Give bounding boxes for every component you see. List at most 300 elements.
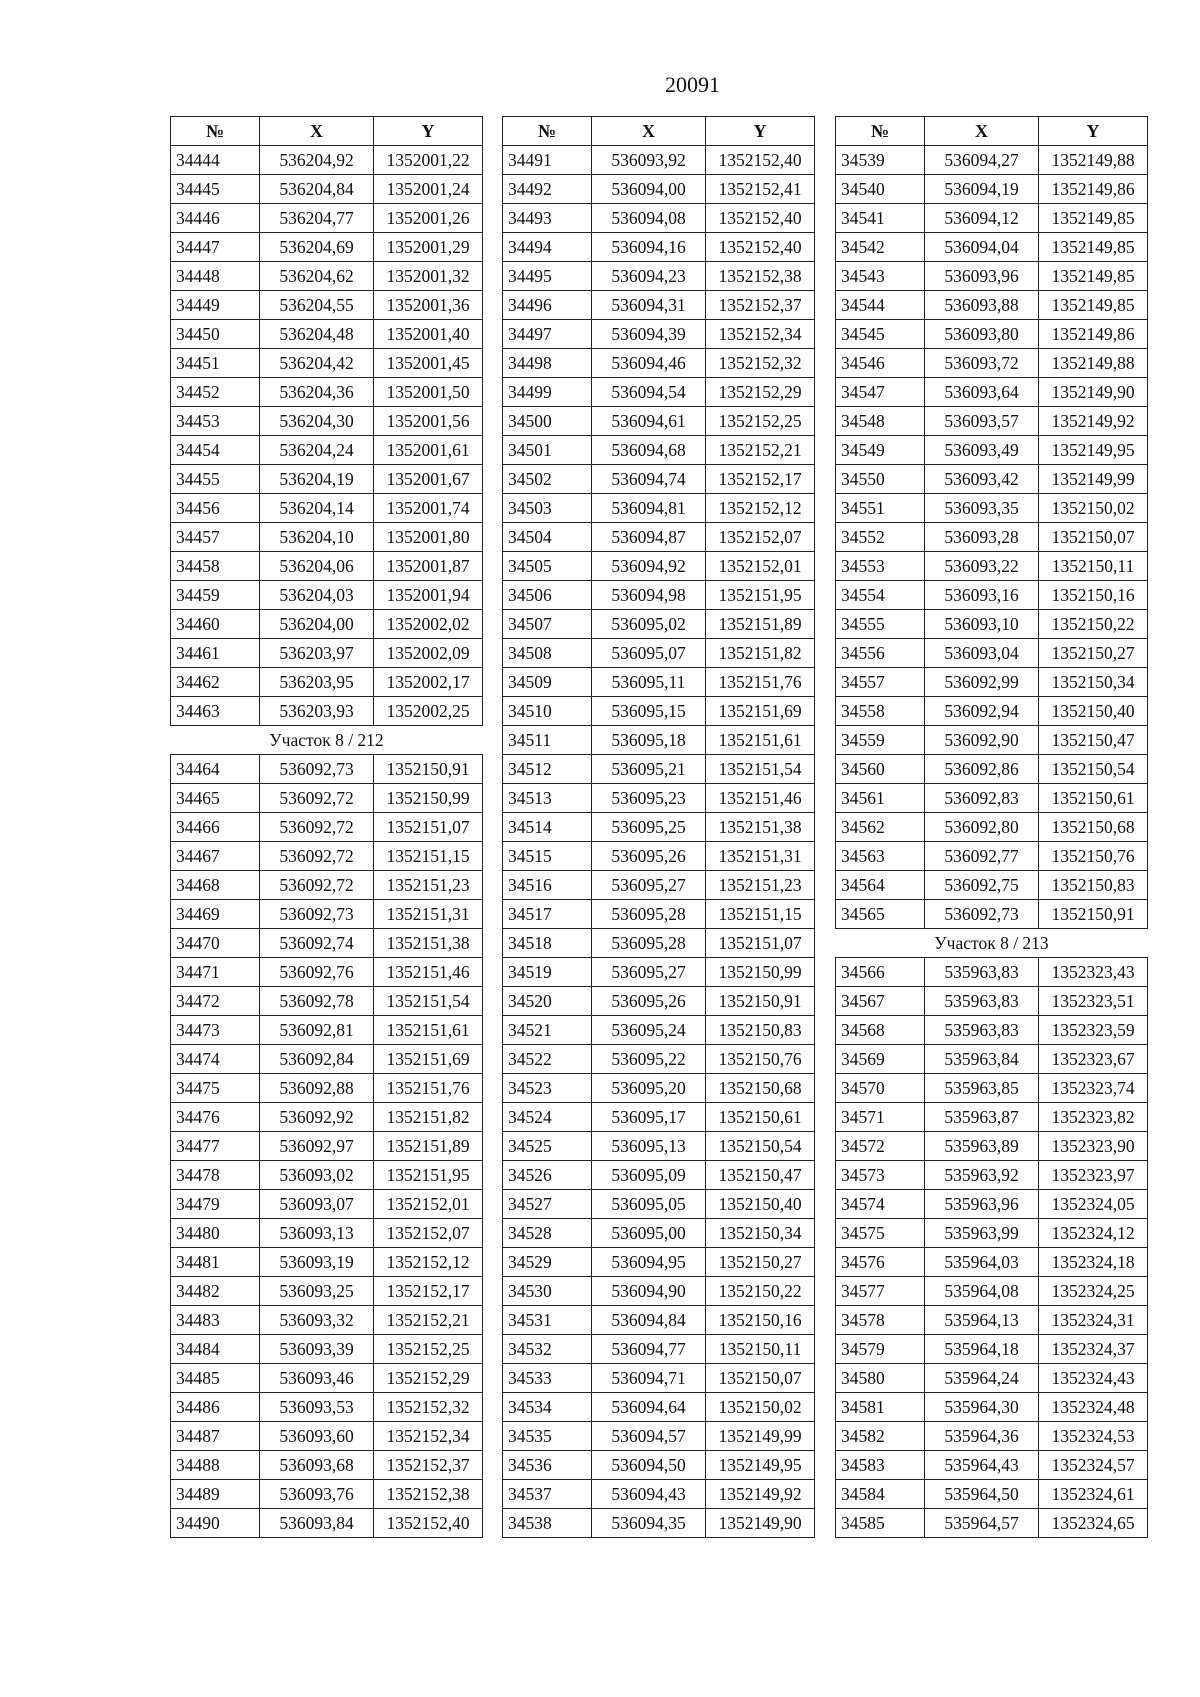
y-coordinate-cell: 1352151,69 <box>706 697 815 726</box>
table-row <box>503 1480 815 1509</box>
x-coordinate-cell: 536092,80 <box>925 813 1039 842</box>
y-coordinate-cell: 1352152,29 <box>706 378 815 407</box>
table-row <box>836 726 1148 755</box>
table-row <box>836 407 1148 436</box>
point-number-cell: 34531 <box>503 1306 592 1335</box>
point-number-cell: 34528 <box>503 1219 592 1248</box>
point-number-cell: 34582 <box>836 1422 925 1451</box>
x-coordinate-cell: 536094,31 <box>592 291 706 320</box>
point-number-cell: 34449 <box>171 291 260 320</box>
table-row <box>836 1422 1148 1451</box>
table-row <box>503 1335 815 1364</box>
table-row <box>503 291 815 320</box>
point-number-cell: 34506 <box>503 581 592 610</box>
y-coordinate-cell: 1352150,27 <box>706 1248 815 1277</box>
y-coordinate-cell: 1352150,11 <box>706 1335 815 1364</box>
table-row <box>171 1393 483 1422</box>
x-coordinate-cell: 536094,71 <box>592 1364 706 1393</box>
point-number-cell: 34559 <box>836 726 925 755</box>
x-coordinate-cell: 536095,21 <box>592 755 706 784</box>
x-coordinate-cell: 536092,77 <box>925 842 1039 871</box>
x-coordinate-cell: 535964,08 <box>925 1277 1039 1306</box>
point-number-cell: 34479 <box>171 1190 260 1219</box>
x-coordinate-cell: 536092,72 <box>260 871 374 900</box>
table-row <box>503 1045 815 1074</box>
point-number-cell: 34581 <box>836 1393 925 1422</box>
x-coordinate-cell: 536095,09 <box>592 1161 706 1190</box>
y-coordinate-cell: 1352150,34 <box>706 1219 815 1248</box>
point-number-cell: 34448 <box>171 262 260 291</box>
y-coordinate-cell: 1352323,51 <box>1039 987 1148 1016</box>
point-number-cell: 34511 <box>503 726 592 755</box>
y-coordinate-cell: 1352149,99 <box>1039 465 1148 494</box>
x-coordinate-cell: 535963,83 <box>925 987 1039 1016</box>
x-coordinate-cell: 536093,72 <box>925 349 1039 378</box>
y-coordinate-cell: 1352150,22 <box>1039 610 1148 639</box>
point-number-cell: 34455 <box>171 465 260 494</box>
x-coordinate-cell: 536093,35 <box>925 494 1039 523</box>
column-header-number: № <box>836 117 925 146</box>
x-coordinate-cell: 536093,49 <box>925 436 1039 465</box>
point-number-cell: 34560 <box>836 755 925 784</box>
table-row <box>171 929 483 958</box>
point-number-cell: 34568 <box>836 1016 925 1045</box>
x-coordinate-cell: 536094,95 <box>592 1248 706 1277</box>
y-coordinate-cell: 1352151,54 <box>706 755 815 784</box>
x-coordinate-cell: 536094,35 <box>592 1509 706 1538</box>
column-header-y: Y <box>1039 117 1148 146</box>
point-number-cell: 34480 <box>171 1219 260 1248</box>
table-row <box>171 581 483 610</box>
point-number-cell: 34529 <box>503 1248 592 1277</box>
x-coordinate-cell: 536092,94 <box>925 697 1039 726</box>
point-number-cell: 34477 <box>171 1132 260 1161</box>
column-header-x: X <box>925 117 1039 146</box>
point-number-cell: 34558 <box>836 697 925 726</box>
table-row <box>503 1074 815 1103</box>
x-coordinate-cell: 536093,68 <box>260 1451 374 1480</box>
x-coordinate-cell: 536094,84 <box>592 1306 706 1335</box>
y-coordinate-cell: 1352151,69 <box>374 1045 483 1074</box>
point-number-cell: 34567 <box>836 987 925 1016</box>
x-coordinate-cell: 536093,53 <box>260 1393 374 1422</box>
section-row <box>171 726 483 755</box>
table-row <box>171 1219 483 1248</box>
y-coordinate-cell: 1352001,80 <box>374 523 483 552</box>
y-coordinate-cell: 1352151,82 <box>706 639 815 668</box>
x-coordinate-cell: 536094,57 <box>592 1422 706 1451</box>
y-coordinate-cell: 1352323,43 <box>1039 958 1148 987</box>
y-coordinate-cell: 1352149,88 <box>1039 146 1148 175</box>
table-row <box>171 175 483 204</box>
table-row <box>836 581 1148 610</box>
y-coordinate-cell: 1352150,07 <box>1039 523 1148 552</box>
point-number-cell: 34523 <box>503 1074 592 1103</box>
x-coordinate-cell: 535963,99 <box>925 1219 1039 1248</box>
y-coordinate-cell: 1352324,12 <box>1039 1219 1148 1248</box>
table-row <box>171 1335 483 1364</box>
x-coordinate-cell: 536095,18 <box>592 726 706 755</box>
table-row <box>171 1161 483 1190</box>
table-row <box>171 1277 483 1306</box>
x-coordinate-cell: 536092,72 <box>260 813 374 842</box>
table-row <box>836 784 1148 813</box>
table-row <box>836 262 1148 291</box>
x-coordinate-cell: 536095,25 <box>592 813 706 842</box>
table-row <box>503 552 815 581</box>
y-coordinate-cell: 1352001,94 <box>374 581 483 610</box>
table-row <box>836 233 1148 262</box>
y-coordinate-cell: 1352152,12 <box>374 1248 483 1277</box>
coordinates-table-2 <box>502 116 815 1538</box>
table-row <box>171 871 483 900</box>
table-row <box>503 668 815 697</box>
table-row <box>836 175 1148 204</box>
table-row <box>503 1451 815 1480</box>
table-row <box>503 465 815 494</box>
x-coordinate-cell: 536095,00 <box>592 1219 706 1248</box>
table-row <box>503 1016 815 1045</box>
table-row <box>171 610 483 639</box>
y-coordinate-cell: 1352152,38 <box>706 262 815 291</box>
point-number-cell: 34535 <box>503 1422 592 1451</box>
y-coordinate-cell: 1352152,21 <box>706 436 815 465</box>
x-coordinate-cell: 535963,83 <box>925 1016 1039 1045</box>
y-coordinate-cell: 1352151,07 <box>706 929 815 958</box>
point-number-cell: 34583 <box>836 1451 925 1480</box>
y-coordinate-cell: 1352001,24 <box>374 175 483 204</box>
point-number-cell: 34491 <box>503 146 592 175</box>
x-coordinate-cell: 536093,25 <box>260 1277 374 1306</box>
y-coordinate-cell: 1352152,41 <box>706 175 815 204</box>
x-coordinate-cell: 536094,00 <box>592 175 706 204</box>
point-number-cell: 34585 <box>836 1509 925 1538</box>
table-row <box>836 1161 1148 1190</box>
table-row <box>503 726 815 755</box>
point-number-cell: 34468 <box>171 871 260 900</box>
table-row <box>171 378 483 407</box>
point-number-cell: 34472 <box>171 987 260 1016</box>
x-coordinate-cell: 536094,92 <box>592 552 706 581</box>
x-coordinate-cell: 535963,92 <box>925 1161 1039 1190</box>
y-coordinate-cell: 1352151,23 <box>706 871 815 900</box>
y-coordinate-cell: 1352324,57 <box>1039 1451 1148 1480</box>
x-coordinate-cell: 536093,60 <box>260 1422 374 1451</box>
table-row <box>171 697 483 726</box>
y-coordinate-cell: 1352152,32 <box>706 349 815 378</box>
x-coordinate-cell: 536094,87 <box>592 523 706 552</box>
x-coordinate-cell: 536204,36 <box>260 378 374 407</box>
table-row <box>836 842 1148 871</box>
table-row <box>836 1016 1148 1045</box>
table-row <box>503 1306 815 1335</box>
point-number-cell: 34460 <box>171 610 260 639</box>
y-coordinate-cell: 1352151,15 <box>706 900 815 929</box>
y-coordinate-cell: 1352151,31 <box>374 900 483 929</box>
x-coordinate-cell: 536092,72 <box>260 784 374 813</box>
x-coordinate-cell: 536093,88 <box>925 291 1039 320</box>
x-coordinate-cell: 536095,23 <box>592 784 706 813</box>
point-number-cell: 34485 <box>171 1364 260 1393</box>
table-row <box>171 494 483 523</box>
point-number-cell: 34542 <box>836 233 925 262</box>
x-coordinate-cell: 536093,32 <box>260 1306 374 1335</box>
point-number-cell: 34500 <box>503 407 592 436</box>
x-coordinate-cell: 535964,03 <box>925 1248 1039 1277</box>
point-number-cell: 34473 <box>171 1016 260 1045</box>
table-row <box>171 465 483 494</box>
point-number-cell: 34510 <box>503 697 592 726</box>
y-coordinate-cell: 1352002,17 <box>374 668 483 697</box>
table-row <box>503 494 815 523</box>
table-row <box>836 320 1148 349</box>
x-coordinate-cell: 536093,22 <box>925 552 1039 581</box>
y-coordinate-cell: 1352324,25 <box>1039 1277 1148 1306</box>
column-header-y: Y <box>706 117 815 146</box>
table-row <box>836 552 1148 581</box>
table-row <box>503 697 815 726</box>
table-row <box>503 1219 815 1248</box>
y-coordinate-cell: 1352152,37 <box>374 1451 483 1480</box>
x-coordinate-cell: 535963,96 <box>925 1190 1039 1219</box>
y-coordinate-cell: 1352151,38 <box>374 929 483 958</box>
y-coordinate-cell: 1352150,27 <box>1039 639 1148 668</box>
x-coordinate-cell: 536092,74 <box>260 929 374 958</box>
point-number-cell: 34527 <box>503 1190 592 1219</box>
y-coordinate-cell: 1352323,90 <box>1039 1132 1148 1161</box>
y-coordinate-cell: 1352152,17 <box>706 465 815 494</box>
table-row <box>836 755 1148 784</box>
y-coordinate-cell: 1352002,25 <box>374 697 483 726</box>
y-coordinate-cell: 1352152,25 <box>374 1335 483 1364</box>
point-number-cell: 34498 <box>503 349 592 378</box>
y-coordinate-cell: 1352150,99 <box>706 958 815 987</box>
point-number-cell: 34566 <box>836 958 925 987</box>
x-coordinate-cell: 535964,43 <box>925 1451 1039 1480</box>
y-coordinate-cell: 1352150,61 <box>1039 784 1148 813</box>
table-row <box>171 813 483 842</box>
table-row <box>171 958 483 987</box>
table-row <box>171 1248 483 1277</box>
point-number-cell: 34538 <box>503 1509 592 1538</box>
y-coordinate-cell: 1352149,85 <box>1039 204 1148 233</box>
point-number-cell: 34445 <box>171 175 260 204</box>
x-coordinate-cell: 536204,14 <box>260 494 374 523</box>
y-coordinate-cell: 1352150,91 <box>706 987 815 1016</box>
column-header-x: X <box>260 117 374 146</box>
y-coordinate-cell: 1352149,85 <box>1039 233 1148 262</box>
point-number-cell: 34574 <box>836 1190 925 1219</box>
x-coordinate-cell: 536094,64 <box>592 1393 706 1422</box>
table-row <box>171 1364 483 1393</box>
table-row <box>503 581 815 610</box>
table-row <box>503 146 815 175</box>
point-number-cell: 34575 <box>836 1219 925 1248</box>
x-coordinate-cell: 536092,76 <box>260 958 374 987</box>
table-row <box>171 1451 483 1480</box>
x-coordinate-cell: 536094,19 <box>925 175 1039 204</box>
point-number-cell: 34550 <box>836 465 925 494</box>
coordinates-table-1 <box>170 116 483 1538</box>
point-number-cell: 34454 <box>171 436 260 465</box>
y-coordinate-cell: 1352001,67 <box>374 465 483 494</box>
point-number-cell: 34520 <box>503 987 592 1016</box>
x-coordinate-cell: 536092,90 <box>925 726 1039 755</box>
point-number-cell: 34579 <box>836 1335 925 1364</box>
y-coordinate-cell: 1352151,46 <box>706 784 815 813</box>
y-coordinate-cell: 1352151,95 <box>706 581 815 610</box>
y-coordinate-cell: 1352150,47 <box>706 1161 815 1190</box>
y-coordinate-cell: 1352152,40 <box>706 204 815 233</box>
x-coordinate-cell: 536094,77 <box>592 1335 706 1364</box>
table-row <box>171 639 483 668</box>
point-number-cell: 34519 <box>503 958 592 987</box>
point-number-cell: 34576 <box>836 1248 925 1277</box>
table-row <box>836 987 1148 1016</box>
y-coordinate-cell: 1352150,54 <box>706 1132 815 1161</box>
coordinates-table-3 <box>835 116 1148 1538</box>
y-coordinate-cell: 1352324,43 <box>1039 1364 1148 1393</box>
y-coordinate-cell: 1352149,95 <box>706 1451 815 1480</box>
point-number-cell: 34457 <box>171 523 260 552</box>
x-coordinate-cell: 536095,13 <box>592 1132 706 1161</box>
x-coordinate-cell: 536092,86 <box>925 755 1039 784</box>
x-coordinate-cell: 536094,27 <box>925 146 1039 175</box>
y-coordinate-cell: 1352150,83 <box>1039 871 1148 900</box>
y-coordinate-cell: 1352001,22 <box>374 146 483 175</box>
table-row <box>503 987 815 1016</box>
y-coordinate-cell: 1352149,90 <box>706 1509 815 1538</box>
y-coordinate-cell: 1352150,91 <box>1039 900 1148 929</box>
y-coordinate-cell: 1352001,56 <box>374 407 483 436</box>
x-coordinate-cell: 536204,30 <box>260 407 374 436</box>
y-coordinate-cell: 1352001,29 <box>374 233 483 262</box>
x-coordinate-cell: 536204,24 <box>260 436 374 465</box>
x-coordinate-cell: 535964,50 <box>925 1480 1039 1509</box>
point-number-cell: 34474 <box>171 1045 260 1074</box>
point-number-cell: 34521 <box>503 1016 592 1045</box>
point-number-cell: 34467 <box>171 842 260 871</box>
point-number-cell: 34524 <box>503 1103 592 1132</box>
point-number-cell: 34484 <box>171 1335 260 1364</box>
x-coordinate-cell: 536094,43 <box>592 1480 706 1509</box>
x-coordinate-cell: 535963,87 <box>925 1103 1039 1132</box>
table-row <box>836 1335 1148 1364</box>
y-coordinate-cell: 1352152,40 <box>374 1509 483 1538</box>
x-coordinate-cell: 536092,81 <box>260 1016 374 1045</box>
x-coordinate-cell: 536093,16 <box>925 581 1039 610</box>
y-coordinate-cell: 1352323,59 <box>1039 1016 1148 1045</box>
y-coordinate-cell: 1352150,68 <box>1039 813 1148 842</box>
y-coordinate-cell: 1352150,54 <box>1039 755 1148 784</box>
table-row <box>836 1393 1148 1422</box>
table-row <box>503 436 815 465</box>
x-coordinate-cell: 536093,10 <box>925 610 1039 639</box>
point-number-cell: 34453 <box>171 407 260 436</box>
y-coordinate-cell: 1352152,40 <box>706 146 815 175</box>
x-coordinate-cell: 536094,81 <box>592 494 706 523</box>
point-number-cell: 34463 <box>171 697 260 726</box>
table-row <box>503 1248 815 1277</box>
x-coordinate-cell: 536095,26 <box>592 987 706 1016</box>
point-number-cell: 34504 <box>503 523 592 552</box>
x-coordinate-cell: 536092,99 <box>925 668 1039 697</box>
table-row <box>503 1509 815 1538</box>
point-number-cell: 34547 <box>836 378 925 407</box>
header-row <box>171 117 483 146</box>
x-coordinate-cell: 536092,97 <box>260 1132 374 1161</box>
table-row <box>171 1016 483 1045</box>
table-row <box>171 1045 483 1074</box>
point-number-cell: 34508 <box>503 639 592 668</box>
y-coordinate-cell: 1352152,07 <box>374 1219 483 1248</box>
x-coordinate-cell: 536094,08 <box>592 204 706 233</box>
y-coordinate-cell: 1352324,61 <box>1039 1480 1148 1509</box>
point-number-cell: 34522 <box>503 1045 592 1074</box>
y-coordinate-cell: 1352149,85 <box>1039 262 1148 291</box>
point-number-cell: 34478 <box>171 1161 260 1190</box>
y-coordinate-cell: 1352152,21 <box>374 1306 483 1335</box>
x-coordinate-cell: 536094,23 <box>592 262 706 291</box>
table-row <box>171 1132 483 1161</box>
table-row <box>503 871 815 900</box>
y-coordinate-cell: 1352151,76 <box>374 1074 483 1103</box>
point-number-cell: 34516 <box>503 871 592 900</box>
point-number-cell: 34561 <box>836 784 925 813</box>
point-number-cell: 34515 <box>503 842 592 871</box>
table-row <box>503 639 815 668</box>
table-row <box>171 1103 483 1132</box>
point-number-cell: 34466 <box>171 813 260 842</box>
table-row <box>503 610 815 639</box>
x-coordinate-cell: 536093,13 <box>260 1219 374 1248</box>
point-number-cell: 34486 <box>171 1393 260 1422</box>
y-coordinate-cell: 1352152,38 <box>374 1480 483 1509</box>
table-row <box>836 1074 1148 1103</box>
point-number-cell: 34483 <box>171 1306 260 1335</box>
point-number-cell: 34517 <box>503 900 592 929</box>
point-number-cell: 34526 <box>503 1161 592 1190</box>
table-row <box>503 1364 815 1393</box>
table-row <box>836 204 1148 233</box>
y-coordinate-cell: 1352152,17 <box>374 1277 483 1306</box>
point-number-cell: 34507 <box>503 610 592 639</box>
y-coordinate-cell: 1352151,82 <box>374 1103 483 1132</box>
x-coordinate-cell: 536092,75 <box>925 871 1039 900</box>
x-coordinate-cell: 536204,55 <box>260 291 374 320</box>
y-coordinate-cell: 1352324,18 <box>1039 1248 1148 1277</box>
y-coordinate-cell: 1352150,61 <box>706 1103 815 1132</box>
x-coordinate-cell: 536095,26 <box>592 842 706 871</box>
table-row <box>503 1132 815 1161</box>
table-row <box>836 1219 1148 1248</box>
x-coordinate-cell: 535964,13 <box>925 1306 1039 1335</box>
y-coordinate-cell: 1352150,16 <box>1039 581 1148 610</box>
x-coordinate-cell: 536092,83 <box>925 784 1039 813</box>
table-row <box>503 378 815 407</box>
x-coordinate-cell: 536204,77 <box>260 204 374 233</box>
point-number-cell: 34487 <box>171 1422 260 1451</box>
x-coordinate-cell: 536092,84 <box>260 1045 374 1074</box>
y-coordinate-cell: 1352151,89 <box>374 1132 483 1161</box>
point-number-cell: 34447 <box>171 233 260 262</box>
y-coordinate-cell: 1352323,74 <box>1039 1074 1148 1103</box>
table-row <box>503 233 815 262</box>
table-row <box>171 146 483 175</box>
point-number-cell: 34452 <box>171 378 260 407</box>
table-row <box>171 1480 483 1509</box>
y-coordinate-cell: 1352001,45 <box>374 349 483 378</box>
